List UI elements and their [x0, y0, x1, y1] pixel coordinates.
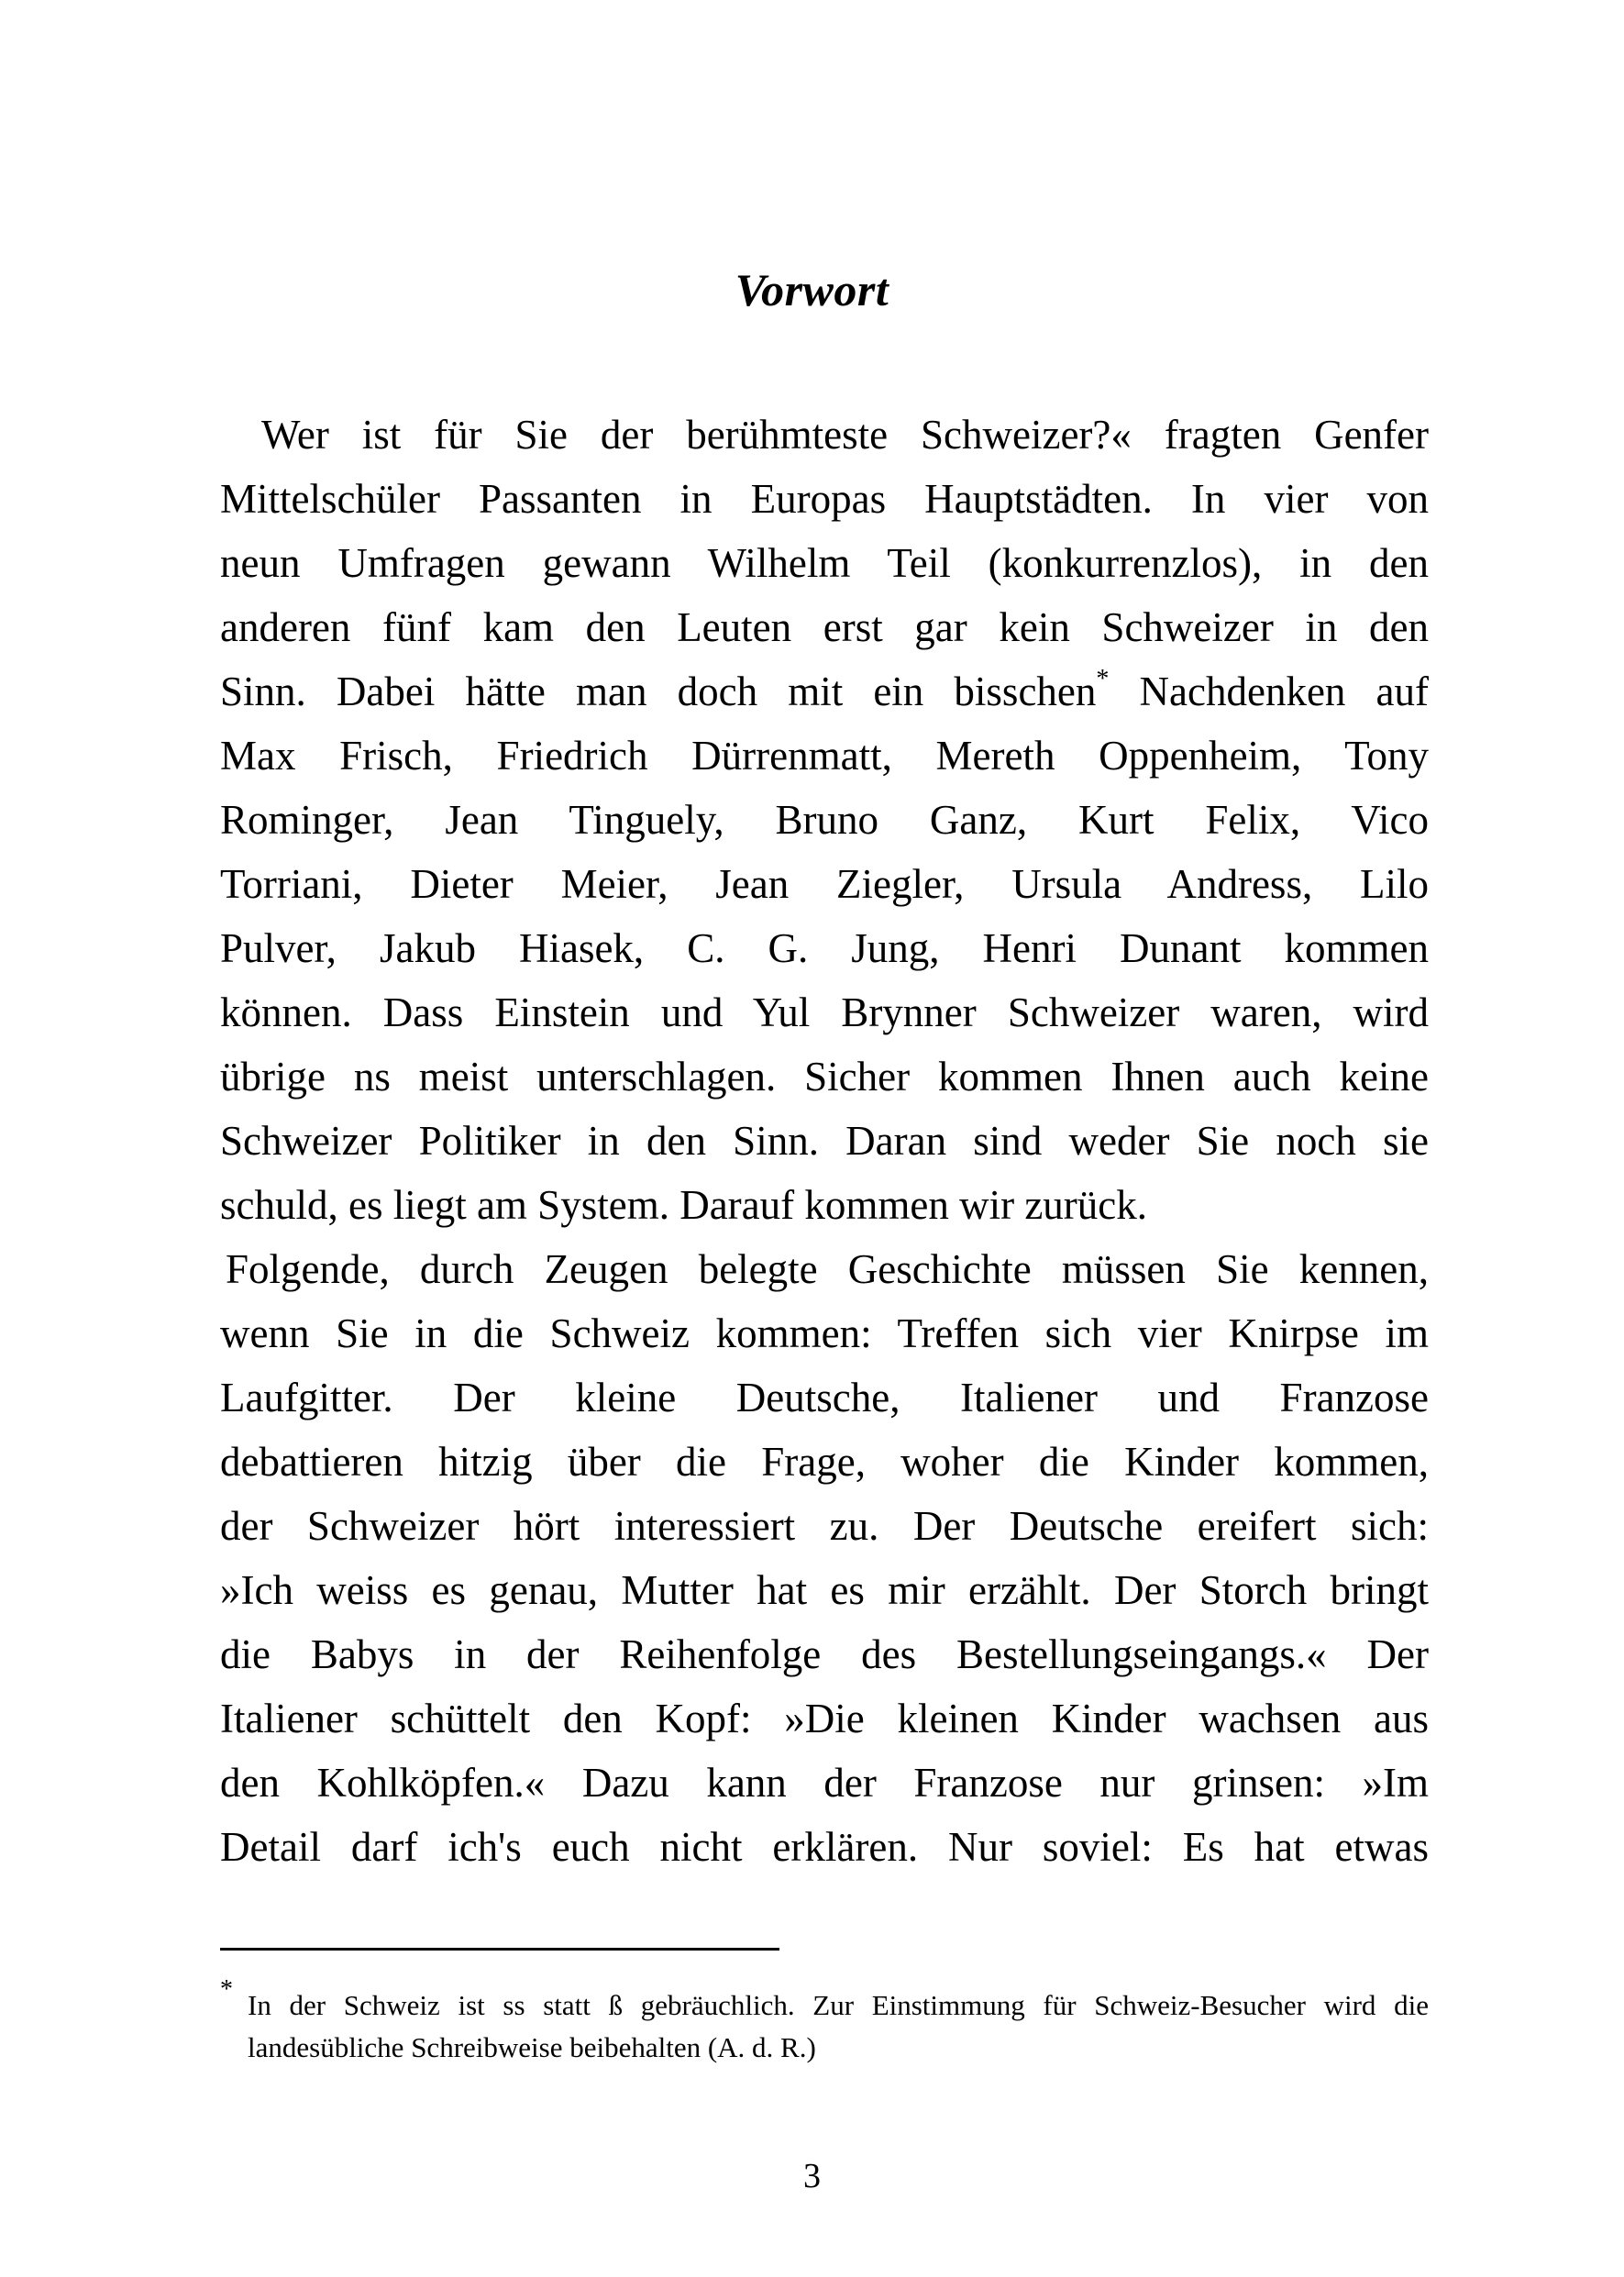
- text-line: Detail darf ich's euch nicht erklären. Nur soviel: Es hat etwas: [220, 1824, 1429, 1870]
- text-line: der Schweizer hört interessiert zu. Der Deutsche ereifert sich:: [220, 1503, 1429, 1549]
- text-line: übrige ns meist unterschlagen. Sicher kommen Ihnen auch keine: [220, 1054, 1429, 1100]
- text-line: neun Umfragen gewann Wilhelm Teil (konkurrenzlos), in den: [220, 540, 1429, 586]
- footnote-line: landesübliche Schreibweise beibehalten (A. d. R.): [248, 2031, 816, 2063]
- text-line: schuld, es liegt am System. Darauf kommen wir zurück.: [220, 1182, 1148, 1228]
- footnote-reference: *: [1096, 665, 1110, 693]
- page-number: 3: [803, 2157, 821, 2195]
- text-line: debattieren hitzig über die Frage, woher die Kinder kommen,: [220, 1439, 1429, 1485]
- text-fragment: Nachdenken auf: [1109, 669, 1429, 714]
- footnote-mark: *: [220, 1975, 233, 2004]
- text-line: Schweizer Politiker in den Sinn. Daran sind weder Sie noch sie: [220, 1118, 1429, 1164]
- text-line: Rominger, Jean Tinguely, Bruno Ganz, Kurt Felix, Vico: [220, 797, 1429, 843]
- chapter-title: Vorwort: [735, 264, 889, 315]
- text-line: Mittelschüler Passanten in Europas Hauptstädten. In vier von: [220, 476, 1429, 522]
- text-line: anderen fünf kam den Leuten erst gar kein Schweizer in den: [220, 604, 1429, 650]
- text-line: die Babys in der Reihenfolge des Bestellungseingangs.« Der: [220, 1631, 1429, 1677]
- text-line: Folgende, durch Zeugen belegte Geschichte müssen Sie kennen,: [226, 1246, 1429, 1292]
- footnote-line: In der Schweiz ist ss statt ß gebräuchlich. Zur Einstimmung für Schweiz-Besucher wird die: [248, 1989, 1429, 2021]
- footnote-divider: [220, 1948, 779, 1951]
- text-line: Torriani, Dieter Meier, Jean Ziegler, Ursula Andress, Lilo: [220, 861, 1429, 907]
- footnote: [220, 1975, 1429, 2069]
- text-line: wenn Sie in die Schweiz kommen: Treffen sich vier Knirpse im: [220, 1310, 1429, 1356]
- text-line: Wer ist für Sie der berühmteste Schweizer?« fragten Genfer: [261, 412, 1429, 458]
- text-line: können. Dass Einstein und Yul Brynner Schweizer waren, wird: [220, 989, 1429, 1035]
- text-line: [220, 659, 1429, 724]
- text-line: Laufgitter. Der kleine Deutsche, Italiener und Franzose: [220, 1375, 1429, 1420]
- text-line: den Kohlköpfen.« Dazu kann der Franzose nur grinsen: »Im: [220, 1760, 1429, 1806]
- text-line: »Ich weiss es genau, Mutter hat es mir erzählt. Der Storch bringt: [220, 1567, 1429, 1613]
- body-text: [220, 403, 1429, 1879]
- text-line: Italiener schüttelt den Kopf: »Die kleinen Kinder wachsen aus: [220, 1696, 1429, 1741]
- text-line: Pulver, Jakub Hiasek, C. G. Jung, Henri Dunant kommen: [220, 925, 1429, 971]
- text-line: Max Frisch, Friedrich Dürrenmatt, Mereth Oppenheim, Tony: [220, 733, 1429, 779]
- text-fragment: Sinn. Dabei hätte man doch mit ein bisschen: [220, 669, 1097, 714]
